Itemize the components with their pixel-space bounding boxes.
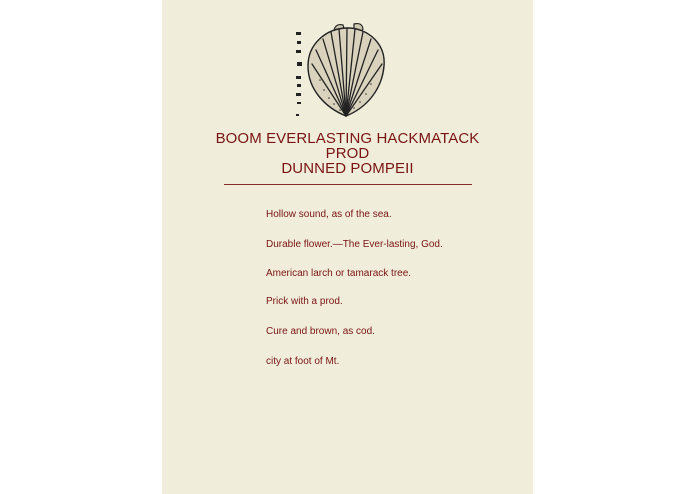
puzzle-title	[162, 131, 533, 176]
clue-item: Durable flower.—The Ever-lasting, God.	[266, 239, 443, 250]
clue-item: Cure and brown, as cod.	[266, 326, 375, 337]
puzzle-page	[162, 0, 533, 494]
clue-item: Hollow sound, as of the sea.	[266, 209, 392, 220]
clue-item: Prick with a prod.	[266, 296, 343, 307]
clue-item: American larch or tamarack tree.	[266, 268, 412, 279]
title-divider	[224, 184, 472, 185]
title-line: PROD	[325, 145, 370, 162]
title-line: BOOM EVERLASTING HACKMATACK	[215, 130, 480, 147]
scallop-shell-icon	[296, 20, 396, 120]
clue-item: city at foot of Mt.	[266, 356, 340, 367]
title-line: DUNNED POMPEII	[281, 160, 414, 177]
